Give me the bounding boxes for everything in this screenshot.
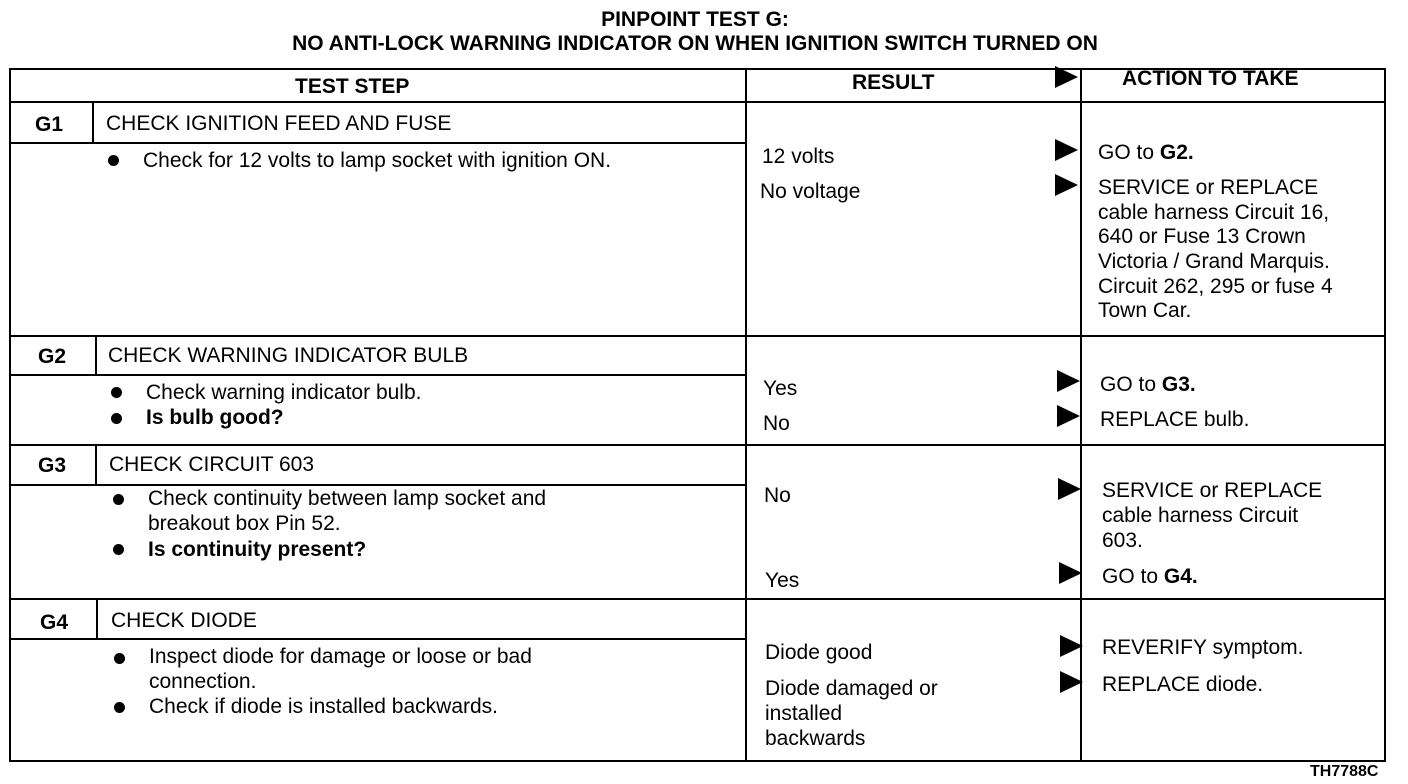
action-text: GO to G2. [1098, 141, 1194, 164]
action-text: cable harness Circuit 16, [1098, 201, 1330, 224]
bullet-icon [111, 387, 122, 398]
result-text: 12 volts [762, 145, 835, 168]
row-divider-g2 [9, 335, 1386, 337]
g1-code-divider [92, 101, 94, 144]
column-divider-result [745, 68, 747, 760]
g4-title-divider [9, 638, 745, 640]
arrow-icon [1059, 562, 1082, 584]
test-question: Is continuity present? [148, 538, 367, 561]
action-text: SERVICE or REPLACE [1098, 176, 1319, 199]
test-instruction: Check if diode is installed backwards. [149, 695, 499, 718]
action-text: REVERIFY symptom. [1102, 636, 1304, 659]
header-action: ACTION TO TAKE [1122, 67, 1299, 90]
test-instruction: Check continuity between lamp socket and [148, 487, 547, 510]
test-question: Is bulb good? [146, 406, 284, 429]
result-text: installed [765, 702, 843, 725]
header-divider [9, 101, 1386, 103]
bullet-icon [113, 544, 124, 555]
step-title: CHECK CIRCUIT 603 [109, 453, 314, 476]
bullet-icon [114, 653, 125, 664]
row-divider-g3 [9, 444, 1386, 446]
header-result: RESULT [852, 71, 935, 94]
g1-title-divider [9, 142, 745, 144]
test-instruction: Check warning indicator bulb. [146, 381, 422, 404]
bullet-icon [114, 702, 125, 713]
page-title-line1: PINPOINT TEST G: [601, 8, 789, 31]
result-text: Yes [765, 569, 800, 592]
result-text: No voltage [760, 180, 861, 203]
g2-code-divider [95, 335, 97, 376]
step-title: CHECK WARNING INDICATOR BULB [108, 344, 469, 367]
arrow-icon [1058, 478, 1081, 500]
arrow-icon [1060, 671, 1083, 693]
figure-code: TH7788C [1310, 763, 1379, 780]
header-test-step: TEST STEP [295, 75, 410, 98]
action-text: REPLACE bulb. [1100, 408, 1250, 431]
step-title: CHECK IGNITION FEED AND FUSE [106, 112, 452, 135]
arrow-icon [1055, 139, 1078, 161]
bullet-icon [111, 413, 122, 424]
arrow-icon [1055, 174, 1078, 196]
action-text: REPLACE diode. [1102, 673, 1264, 696]
step-code: G2 [38, 345, 67, 368]
row-divider-g4 [9, 598, 1386, 600]
action-text: Circuit 262, 295 or fuse 4 [1098, 275, 1333, 298]
action-text: GO to G3. [1100, 373, 1196, 396]
result-text: Yes [763, 377, 798, 400]
step-code: G4 [40, 611, 69, 634]
step-code: G3 [38, 454, 67, 477]
result-text: Diode damaged or [765, 677, 938, 700]
g4-code-divider [96, 598, 98, 640]
action-text: cable harness Circuit [1102, 504, 1299, 527]
page-title-line2: NO ANTI-LOCK WARNING INDICATOR ON WHEN IGNITION SWITCH TURNED ON [292, 32, 1098, 55]
arrow-icon [1057, 370, 1080, 392]
bullet-icon [113, 494, 124, 505]
step-code: G1 [35, 113, 64, 136]
result-text: No [763, 412, 790, 435]
action-text: 603. [1102, 529, 1143, 552]
step-title: CHECK DIODE [111, 609, 257, 632]
test-instruction: Inspect diode for damage or loose or bad [149, 645, 532, 668]
result-text: Diode good [765, 641, 873, 664]
action-text: Town Car. [1098, 299, 1192, 322]
arrow-icon [1060, 635, 1083, 657]
arrow-icon [1057, 405, 1080, 427]
action-text: GO to G4. [1102, 565, 1198, 588]
header-arrow-icon [1055, 66, 1078, 88]
test-instruction: connection. [149, 670, 257, 693]
g2-title-divider [9, 374, 745, 376]
bullet-icon [108, 155, 119, 166]
action-text: Victoria / Grand Marquis. [1098, 250, 1330, 273]
result-text: No [764, 484, 791, 507]
g3-code-divider [95, 444, 97, 486]
action-text: SERVICE or REPLACE [1102, 479, 1323, 502]
action-text: 640 or Fuse 13 Crown [1098, 225, 1306, 248]
result-text: backwards [765, 727, 866, 750]
test-instruction: Check for 12 volts to lamp socket with ignition ON. [143, 149, 612, 172]
test-instruction: breakout box Pin 52. [148, 512, 341, 535]
